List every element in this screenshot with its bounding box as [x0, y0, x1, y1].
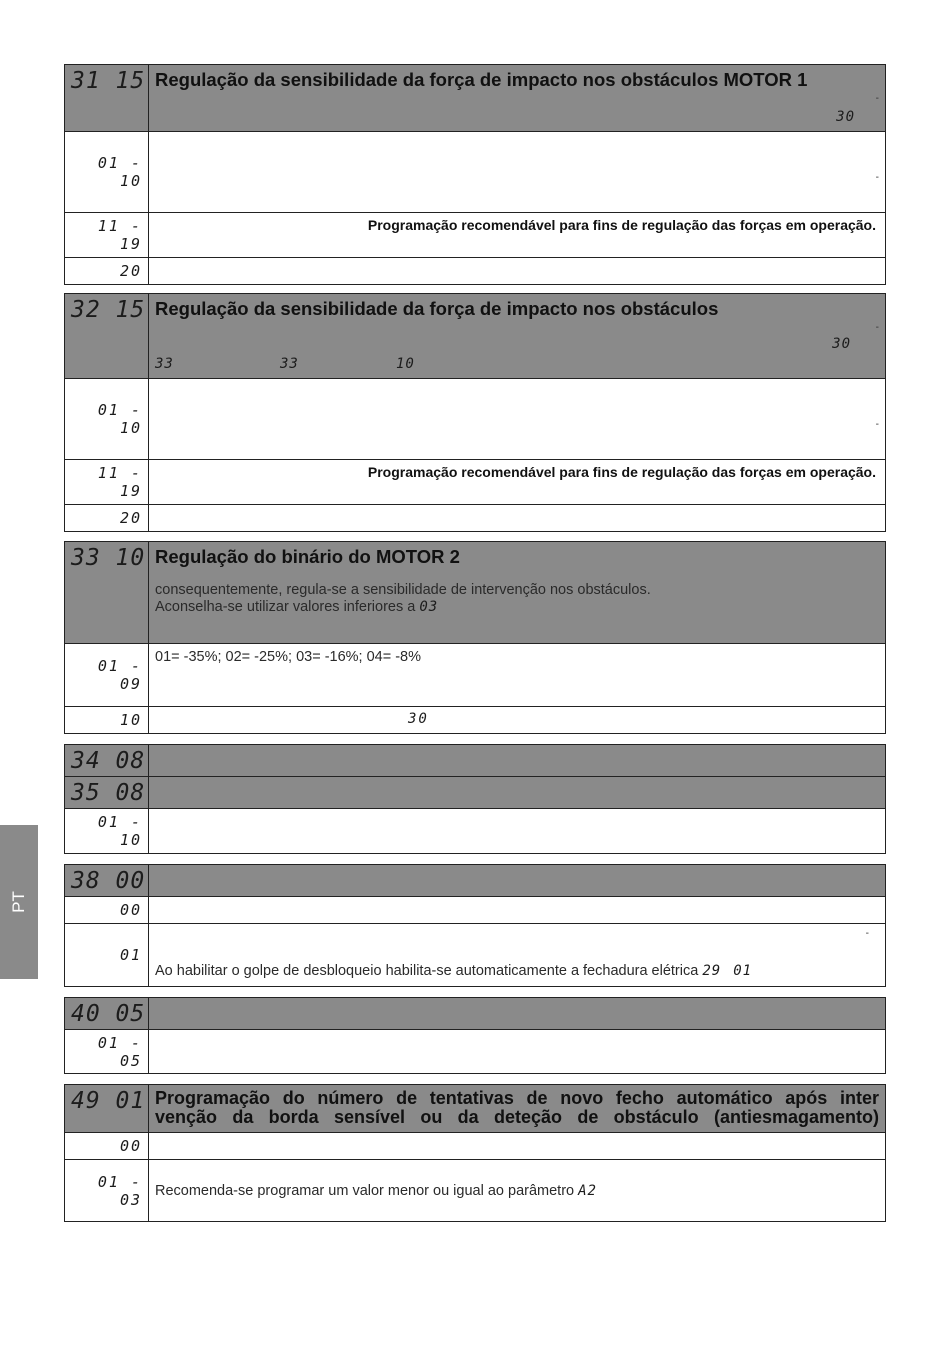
table-row [65, 707, 886, 734]
param-table-38 [64, 864, 886, 987]
table-row [65, 897, 886, 924]
language-tab-label: PT [9, 891, 28, 913]
row-code: 00 [119, 901, 142, 919]
row-code: 10 [119, 711, 142, 729]
param-ref-a: 29 [702, 963, 722, 979]
param-code: 35 08 [71, 780, 146, 806]
header-row [65, 294, 886, 379]
param-table-40 [64, 997, 886, 1074]
dash-mark: - [875, 419, 879, 430]
row-code: 11 - 19 [97, 464, 142, 500]
row-code: 01 - 03 [97, 1172, 142, 1209]
param-title-line: venção da borda sensível ou da deteção de obstáculo (antiesmagamento) [155, 1107, 879, 1127]
table-row [65, 924, 886, 987]
torque-values: 01= -35%; 02= -25%; 03= -16%; 04= -8% [155, 649, 422, 665]
table-row [65, 1030, 886, 1074]
language-tab [0, 825, 38, 979]
param-table-32 [64, 293, 886, 532]
dash-mark: - [875, 93, 879, 104]
header-row [65, 777, 886, 809]
table-row [65, 132, 886, 213]
row-code: 00 [119, 1137, 142, 1155]
dash-mark: - [865, 928, 869, 939]
advice-value: 03 [419, 599, 439, 615]
row-code: 01 - 10 [97, 154, 142, 190]
table-row [65, 460, 886, 505]
header-row [65, 865, 886, 897]
table-row [65, 379, 886, 460]
description-line: consequentemente, regula-se a sensibilidade de intervenção nos obstáculos. [155, 582, 651, 598]
table-row [65, 213, 886, 258]
value-a: 33 [155, 356, 174, 372]
table-row [65, 644, 886, 707]
row-code: 01 - 09 [97, 657, 142, 693]
dash-mark: - [875, 322, 879, 333]
param-title: Regulação da sensibilidade da força de impacto nos obstáculos [155, 298, 719, 319]
unlock-note: Ao habilitar o golpe de desbloqueio habilita-se automaticamente a fechadura elétrica [155, 963, 699, 979]
row-code: 20 [119, 509, 142, 527]
description-line [155, 963, 752, 979]
param-code: 32 15 [71, 297, 146, 323]
recommendation-text: Recomenda-se programar um valor menor ou igual ao parâmetro [155, 1182, 575, 1199]
table-row [65, 809, 886, 854]
param-table-34-35 [64, 744, 886, 854]
default-value: 30 [832, 336, 851, 352]
header-row [65, 1085, 886, 1133]
header-row [65, 998, 886, 1030]
param-title-line: Programação do número de tentativas de novo fecho automático após inter [155, 1088, 879, 1108]
row-code: 01 - 10 [97, 813, 142, 849]
param-code: 40 05 [71, 1001, 146, 1027]
param-code: 31 15 [71, 68, 146, 94]
value-b: 33 [280, 356, 299, 372]
param-code: 49 01 [71, 1088, 146, 1114]
row-code: 01 - 05 [97, 1033, 142, 1070]
value-c: 10 [396, 356, 415, 372]
param-table-49 [64, 1084, 886, 1222]
description-line [149, 1183, 885, 1199]
advice-text: Aconselha-se utilizar valores inferiores a [155, 599, 416, 615]
header-row [65, 542, 886, 644]
param-table-31 [64, 64, 886, 285]
header-row [65, 65, 886, 132]
param-title: Regulação da sensibilidade da força de impacto nos obstáculos MOTOR 1 [155, 69, 808, 90]
description-line [149, 598, 885, 615]
default-value: 30 [836, 109, 855, 125]
row-code: 01 [119, 946, 142, 964]
recommendation-note: Programação recomendável para fins de regulação das forças em operação. [367, 464, 876, 480]
param-code: 38 00 [71, 868, 146, 894]
recommendation-note: Programação recomendável para fins de regulação das forças em operação. [367, 217, 876, 233]
param-title: Regulação do binário do MOTOR 2 [155, 546, 460, 567]
param-code: 33 10 [71, 545, 146, 571]
default-value: 30 [408, 711, 429, 727]
row-code: 01 - 10 [97, 401, 142, 437]
table-row [65, 505, 886, 532]
row-code: 20 [119, 262, 142, 280]
param-code: 34 08 [71, 748, 146, 774]
param-ref: A2 [578, 1182, 597, 1199]
param-table-33 [64, 541, 886, 734]
param-ref-b: 01 [733, 963, 753, 979]
table-row [65, 1133, 886, 1160]
row-code: 11 - 19 [97, 217, 142, 253]
table-row [65, 1160, 886, 1222]
header-row [65, 745, 886, 777]
table-row [65, 258, 886, 285]
dash-mark: - [875, 172, 879, 183]
